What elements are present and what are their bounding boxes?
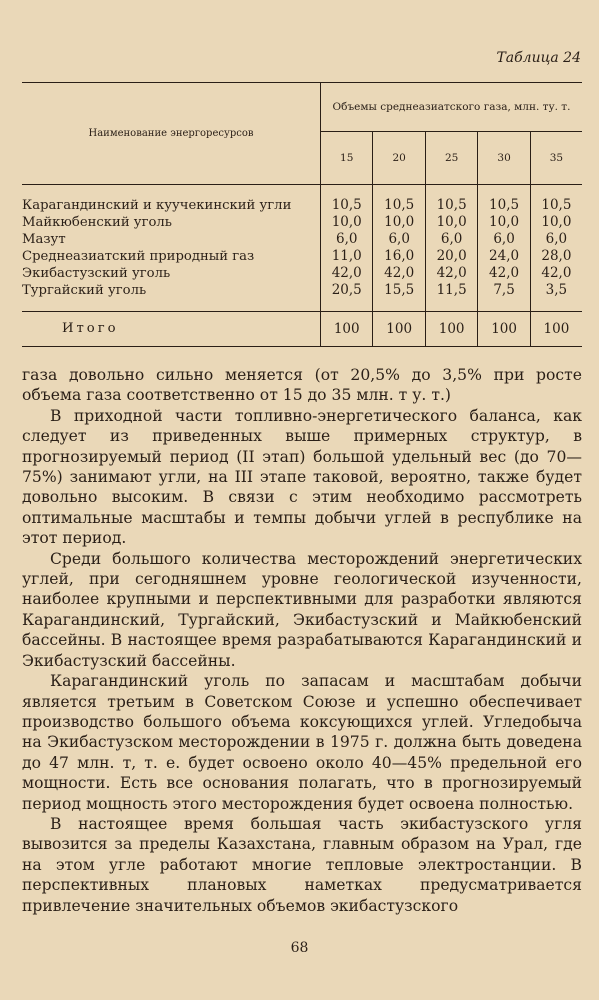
resource-value: 10,0: [530, 214, 582, 231]
resource-name: Майкюбенский уголь: [22, 214, 321, 231]
table-row: [22, 248, 582, 265]
resource-value: 10,0: [425, 214, 477, 231]
paragraph: В приходной части топливно-энергетического баланса, как следует из приведенных выше примерных структур, в прогнозируемый период (II этап) большой удельный вес (до 70—75%) занимают угли, на III этапе таковой, вероятно, также будет довольно высоким. В связи с этим необходимо рассмотреть оптимальные масштабы и темпы добычи углей в республике на этот период.: [22, 406, 582, 548]
resource-value: 42,0: [425, 265, 477, 282]
resource-value: 16,0: [373, 248, 425, 265]
table-row: [22, 214, 582, 231]
resource-value: 6,0: [425, 231, 477, 248]
paragraph: Карагандинский уголь по запасам и масштабам добычи является третьим в Советском Союзе и успешно обеспечивает производство большого объема коксующихся углей. Угледобыча на Экибастузском месторождении в 1975 г. должна быть доведена до 47 млн. т, т. е. будет освоено около 40—45% предельной его мощности. Есть все основания полагать, что в прогнозируемый период мощность этого месторождения будет освоена полностью.: [22, 672, 582, 813]
resource-value: 3,5: [530, 282, 582, 312]
resource-value: 15,5: [373, 282, 425, 312]
total-label: Итого: [22, 312, 321, 347]
table-caption: Таблица 24: [496, 50, 581, 66]
body-text: [22, 365, 582, 916]
resource-value: 10,0: [373, 214, 425, 231]
resource-name: Тургайский уголь: [22, 282, 321, 312]
table-row: [22, 265, 582, 282]
resource-value: 11,5: [425, 282, 477, 312]
total-row: [22, 312, 582, 347]
year-header: 30: [478, 132, 530, 185]
resource-value: 10,0: [478, 214, 530, 231]
resource-value: 11,0: [331, 248, 362, 264]
resource-name: Среднеазиатский природный газ: [22, 248, 321, 265]
total-value: 100: [478, 312, 530, 347]
resource-name: Карагандинский и куучекинский угли: [22, 185, 321, 215]
paragraph: Среди большого количества месторождений энергетических углей, при сегодняшнем уровне геологической изученности, наиболее крупными и перспективными для разработки являются Карагандинский, Тургайский, Экибастузский и Майкюбенский бассейны. В настоящее время разрабатываются Карагандинский и Экибастузский бассейны.: [22, 549, 582, 670]
resource-value: 42,0: [373, 265, 425, 282]
total-value: 100: [373, 312, 425, 347]
paragraph: газа довольно сильно меняется (от 20,5% до 3,5% при росте объема газа соответственно от 15 до 35 млн. т у. т.): [22, 366, 582, 405]
page-number: 68: [290, 940, 309, 956]
resource-name: Мазут: [22, 231, 321, 248]
resource-value: 10,5: [478, 185, 530, 215]
table-row: [22, 231, 582, 248]
resource-value: 24,0: [478, 248, 530, 265]
total-value: 100: [321, 312, 373, 347]
year-header: 15: [321, 132, 373, 185]
year-header: 35: [530, 132, 582, 185]
total-value: 100: [425, 312, 477, 347]
resource-value: 6,0: [373, 231, 425, 248]
total-value: 100: [530, 312, 582, 347]
resource-value: 28,0: [530, 248, 582, 265]
year-header: 25: [425, 132, 477, 185]
resource-value: 20,5: [331, 282, 362, 298]
resource-value: 42,0: [478, 265, 530, 282]
resource-value: 6,0: [478, 231, 530, 248]
resource-value: 42,0: [331, 265, 362, 281]
table-row: [22, 282, 582, 312]
resource-value: 10,5: [373, 185, 425, 215]
resource-value: 6,0: [530, 231, 582, 248]
resource-value: 7,5: [478, 282, 530, 312]
resource-value: 10,5: [331, 197, 362, 213]
volume-column-header: Объемы среднеазиатского газа, млн. ту. т.: [321, 83, 583, 132]
resource-name: Экибастузский уголь: [22, 265, 321, 282]
resource-value: 42,0: [530, 265, 582, 282]
year-header: 20: [373, 132, 425, 185]
resource-value: 10,5: [425, 185, 477, 215]
resource-value: 10,5: [530, 185, 582, 215]
resource-value: 6,0: [335, 231, 358, 247]
resource-value: 10,0: [331, 214, 362, 230]
paragraph: В настоящее время большая часть экибастузского угля вывозится за пределы Казахстана, главным образом на Урал, где на этом угле работают многие тепловые электростанции. В перспективных плановых наметках предусматривается привлечение значительных объемов экибастузского: [22, 814, 582, 915]
resource-column-header: Наименование энергоресурсов: [22, 83, 321, 185]
resource-value: 20,0: [425, 248, 477, 265]
table-row: [22, 185, 582, 215]
energy-resources-table: [22, 82, 582, 347]
